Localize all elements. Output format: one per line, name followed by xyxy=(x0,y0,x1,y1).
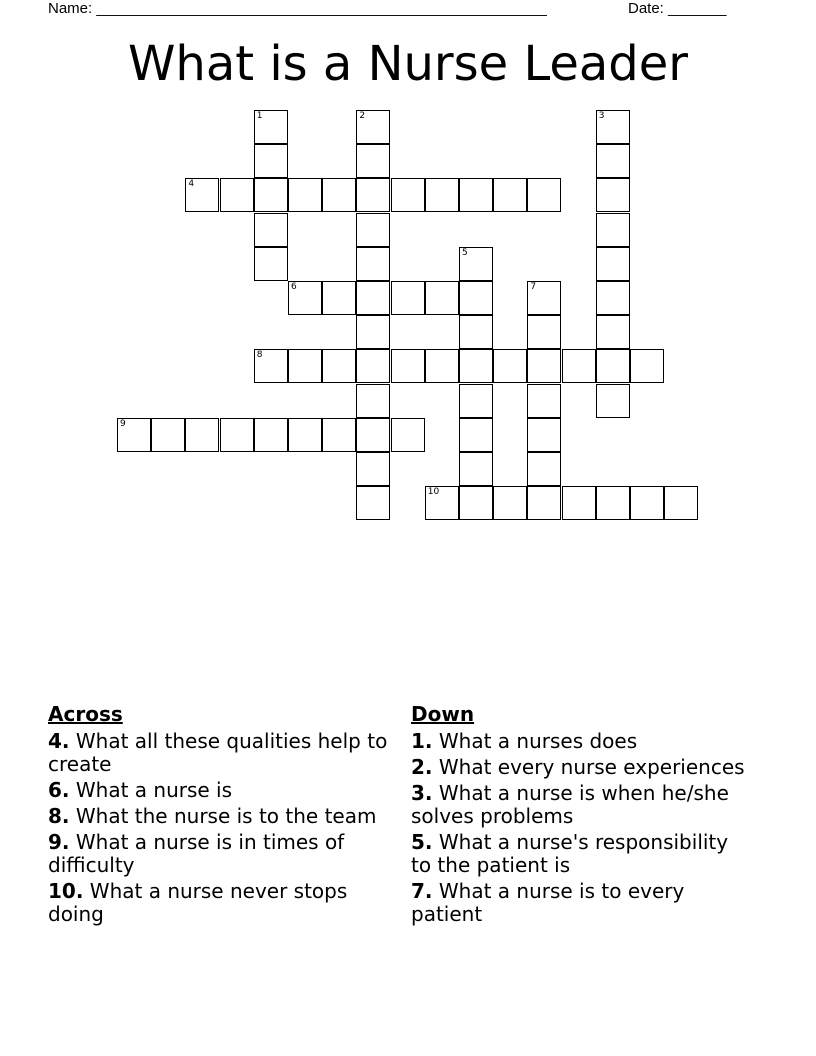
across-clue: 4. What all these qualities help to create xyxy=(48,729,388,776)
grid-cell[interactable] xyxy=(356,486,390,520)
grid-cell[interactable] xyxy=(596,486,630,520)
grid-cell[interactable] xyxy=(151,418,185,452)
grid-cell[interactable] xyxy=(185,418,219,452)
grid-cell[interactable] xyxy=(425,486,459,520)
down-clue: 7. What a nurse is to every patient xyxy=(411,879,685,926)
grid-cell[interactable] xyxy=(391,418,425,452)
grid-cell[interactable] xyxy=(493,486,527,520)
grid-cell[interactable] xyxy=(459,178,493,212)
grid-cell[interactable] xyxy=(527,178,561,212)
grid-cell[interactable] xyxy=(254,178,288,212)
grid-cell[interactable] xyxy=(288,418,322,452)
grid-cell[interactable] xyxy=(220,418,254,452)
across-clue: 8. What the nurse is to the team xyxy=(48,804,377,828)
name-field-label: Name: ______________________________________________________ xyxy=(48,0,547,17)
grid-cell[interactable] xyxy=(322,178,356,212)
grid-cell[interactable] xyxy=(356,315,390,349)
grid-cell[interactable] xyxy=(356,144,390,178)
clue-number: 10 xyxy=(427,487,440,498)
grid-cell[interactable] xyxy=(391,349,425,383)
grid-cell[interactable] xyxy=(527,315,561,349)
grid-cell[interactable] xyxy=(562,349,596,383)
grid-cell[interactable] xyxy=(356,281,390,315)
down-clue: 3. What a nurse is when he/she solves problems xyxy=(411,781,729,828)
clue-number: 8 xyxy=(256,350,263,361)
grid-cell[interactable] xyxy=(664,486,698,520)
clue-number: 4 xyxy=(188,179,195,190)
grid-cell[interactable] xyxy=(459,452,493,486)
grid-cell[interactable] xyxy=(527,281,561,315)
grid-cell[interactable] xyxy=(527,384,561,418)
down-clues xyxy=(411,702,751,929)
grid-cell[interactable] xyxy=(459,349,493,383)
grid-cell[interactable] xyxy=(254,213,288,247)
date-field-label: Date: _______ xyxy=(628,0,727,17)
clue-number: 2 xyxy=(359,111,366,121)
grid-cell[interactable] xyxy=(288,281,322,315)
across-clue: 10. What a nurse never stops doing xyxy=(48,879,348,926)
grid-cell[interactable] xyxy=(493,178,527,212)
grid-cell[interactable] xyxy=(630,486,664,520)
grid-cell[interactable] xyxy=(322,349,356,383)
grid-cell[interactable] xyxy=(288,349,322,383)
grid-cell[interactable] xyxy=(459,384,493,418)
grid-cell[interactable] xyxy=(596,349,630,383)
across-clue: 6. What a nurse is xyxy=(48,778,233,802)
clue-number: 9 xyxy=(120,418,126,429)
grid-cell[interactable] xyxy=(185,178,219,212)
grid-cell[interactable] xyxy=(356,110,390,144)
grid-cell[interactable] xyxy=(425,281,459,315)
grid-cell[interactable] xyxy=(596,178,630,212)
clue-number: 1 xyxy=(256,111,263,121)
down-clue: 2. What every nurse experiences xyxy=(411,755,745,779)
grid-cell[interactable] xyxy=(562,486,596,520)
down-clue: 5. What a nurse's responsibility to the patient is xyxy=(411,830,729,877)
grid-cell[interactable] xyxy=(527,452,561,486)
grid-cell[interactable] xyxy=(596,213,630,247)
down-clue: 1. What a nurses does xyxy=(411,729,638,753)
grid-cell[interactable] xyxy=(356,349,390,383)
grid-cell[interactable] xyxy=(459,418,493,452)
grid-cell[interactable] xyxy=(459,486,493,520)
grid-cell[interactable] xyxy=(425,349,459,383)
grid-cell[interactable] xyxy=(630,349,664,383)
grid-cell[interactable] xyxy=(527,418,561,452)
grid-cell[interactable] xyxy=(254,418,288,452)
grid-cell[interactable] xyxy=(391,178,425,212)
grid-cell[interactable] xyxy=(527,349,561,383)
grid-cell[interactable] xyxy=(596,281,630,315)
grid-cell[interactable] xyxy=(596,144,630,178)
grid-cell[interactable] xyxy=(425,178,459,212)
across-clue: 9. What a nurse is in times of difficulty xyxy=(48,830,345,877)
grid-cell[interactable] xyxy=(254,349,288,383)
across-heading: Across xyxy=(48,702,123,726)
grid-cell[interactable] xyxy=(220,178,254,212)
grid-cell[interactable] xyxy=(356,418,390,452)
grid-cell[interactable] xyxy=(493,349,527,383)
grid-cell[interactable] xyxy=(356,452,390,486)
grid-cell[interactable] xyxy=(596,315,630,349)
grid-cell[interactable] xyxy=(459,281,493,315)
clue-number: 6 xyxy=(291,282,297,292)
grid-cell[interactable] xyxy=(254,144,288,178)
grid-cell[interactable] xyxy=(254,247,288,281)
clue-number: 7 xyxy=(530,282,537,292)
grid-cell[interactable] xyxy=(527,486,561,520)
grid-cell[interactable] xyxy=(356,178,390,212)
grid-cell[interactable] xyxy=(117,418,151,452)
page-title: What is a Nurse Leader xyxy=(127,36,689,92)
grid-cell[interactable] xyxy=(596,247,630,281)
clue-number: 5 xyxy=(462,247,468,258)
down-heading: Down xyxy=(411,702,475,726)
across-clues xyxy=(48,702,388,929)
grid-cell[interactable] xyxy=(459,315,493,349)
grid-cell[interactable] xyxy=(254,110,288,144)
grid-cell[interactable] xyxy=(459,247,493,281)
grid-cell[interactable] xyxy=(322,281,356,315)
grid-cell[interactable] xyxy=(356,247,390,281)
grid-cell[interactable] xyxy=(356,384,390,418)
clue-number: 3 xyxy=(598,111,605,121)
grid-cell[interactable] xyxy=(288,178,322,212)
grid-cell[interactable] xyxy=(391,281,425,315)
grid-cell[interactable] xyxy=(596,110,630,144)
grid-cell[interactable] xyxy=(596,384,630,418)
grid-cell[interactable] xyxy=(356,213,390,247)
grid-cell[interactable] xyxy=(322,418,356,452)
